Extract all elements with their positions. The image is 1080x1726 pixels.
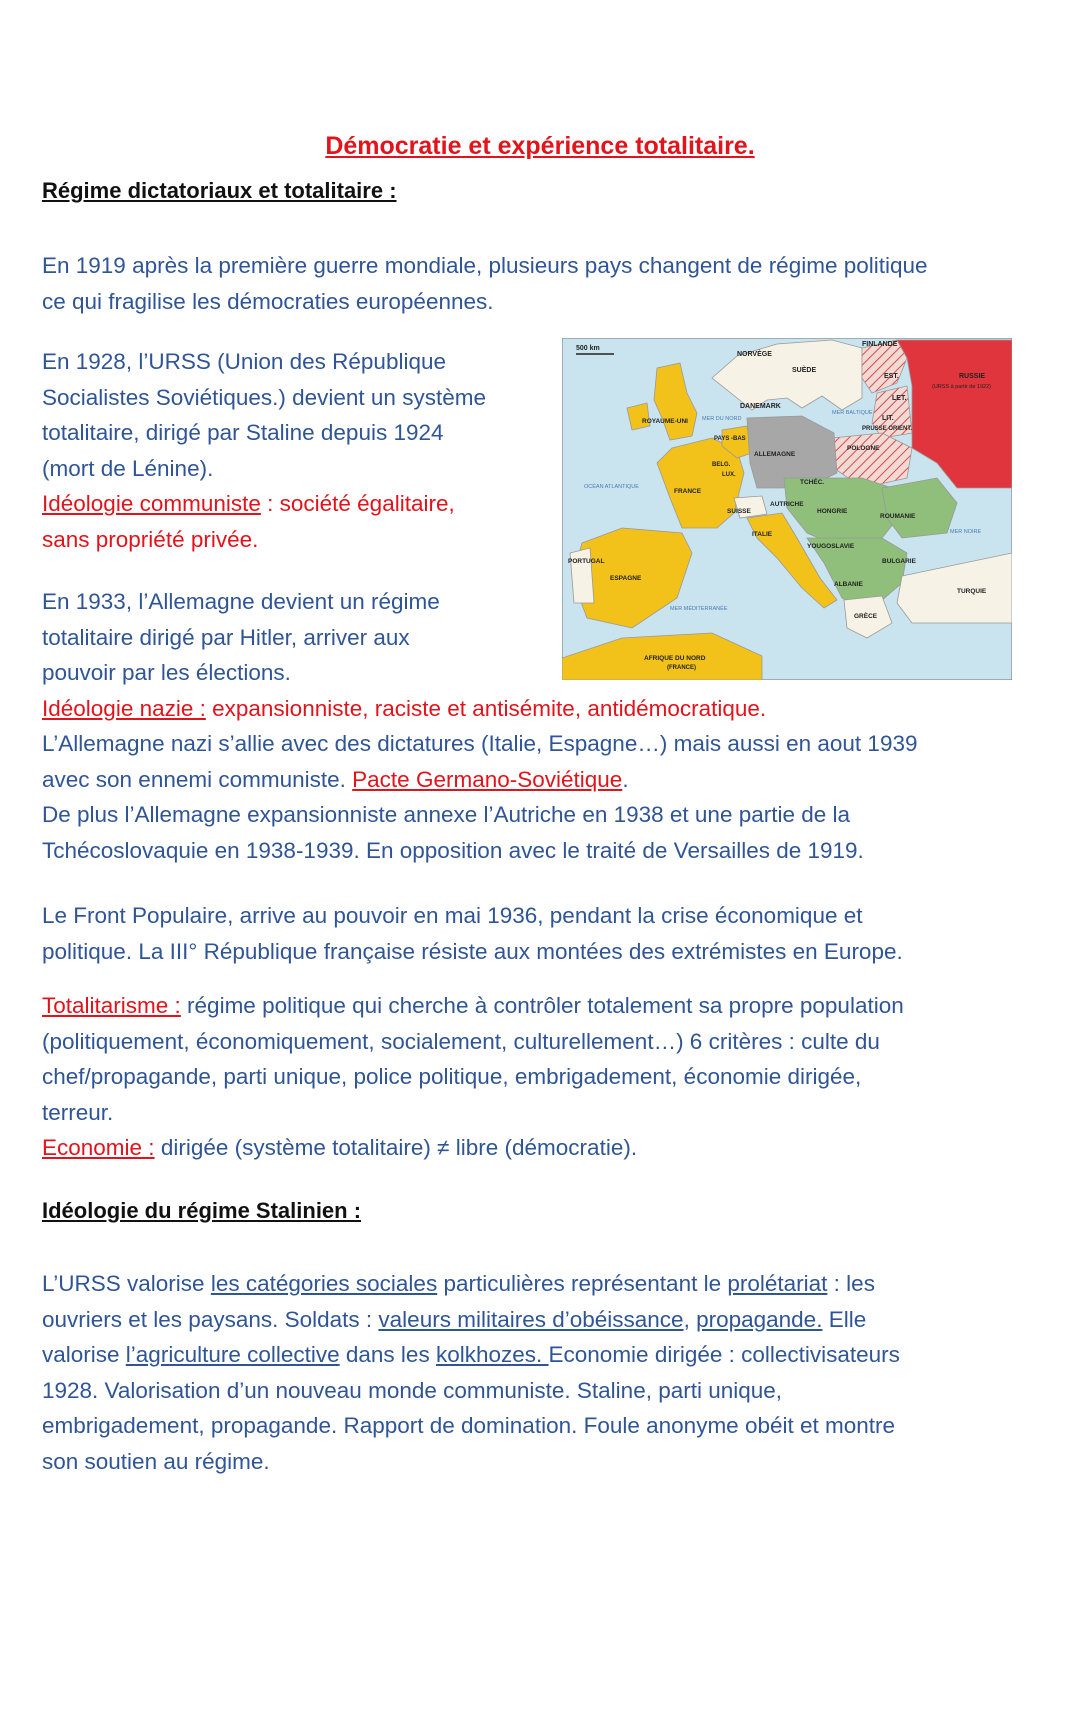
map-label-bulgarie: BULGARIE bbox=[882, 558, 916, 565]
definition-nazism bbox=[42, 691, 1042, 727]
map-label-royaume-uni: ROYAUME-UNI bbox=[642, 418, 688, 425]
paragraph-front-populaire bbox=[42, 898, 1042, 969]
term-ideologie-nazie: Idéologie nazie : bbox=[42, 695, 206, 721]
text-line: De plus l’Allemagne expansionniste annexe l’Autriche en 1938 et une partie de la bbox=[42, 802, 851, 827]
text-line: pouvoir par les élections. bbox=[42, 660, 291, 685]
text-line: ce qui fragilise les démocraties européennes. bbox=[42, 288, 494, 314]
map-label-mer-mediterranee: MER MÉDITERRANÉE bbox=[670, 606, 728, 612]
map-label-lux: LUX. bbox=[722, 472, 736, 478]
text-span: particulières représentant le bbox=[437, 1271, 728, 1296]
text-span: : les bbox=[827, 1271, 875, 1296]
map-label-belg: BELG. bbox=[712, 462, 731, 468]
text-span: avec son ennemi communiste. bbox=[42, 766, 353, 792]
text-line: terreur. bbox=[42, 1099, 114, 1125]
map-label-espagne: ESPAGNE bbox=[610, 575, 642, 582]
text-line: En 1928, l’URSS (Union des République bbox=[42, 349, 446, 374]
map-label-mer-du-nord: MER DU NORD bbox=[702, 416, 742, 422]
text-line: embrigadement, propagande. Rapport de domination. Foule anonyme obéit et montre bbox=[42, 1413, 896, 1438]
underlined-term: valeurs militaires d’obéissance bbox=[378, 1306, 684, 1332]
text-span: régime politique qui cherche à contrôler totalement sa propre population bbox=[180, 993, 904, 1018]
text-line bbox=[42, 1130, 1042, 1166]
text-line: chef/propagande, parti unique, police politique, embrigadement, économie dirigée, bbox=[42, 1064, 862, 1089]
text-span: Economie dirigée : collectivisateurs bbox=[548, 1342, 900, 1367]
paragraph-1919 bbox=[42, 248, 1042, 319]
map-label-pays-bas: PAYS -BAS bbox=[714, 436, 746, 442]
map-scale-label: 500 km bbox=[576, 345, 600, 352]
map-label-finlande: FINLANDE bbox=[862, 341, 898, 348]
text-span: , bbox=[683, 1306, 697, 1332]
map-label-tchec: TCHÉC. bbox=[800, 479, 825, 486]
text-line: (mort de Lénine). bbox=[42, 455, 214, 481]
underlined-term: propagande. bbox=[696, 1306, 823, 1332]
map-label-turquie: TURQUIE bbox=[957, 588, 987, 595]
text-line: son soutien au régime. bbox=[42, 1448, 270, 1474]
definition-communism bbox=[42, 486, 562, 522]
paragraph-stalinien bbox=[42, 1266, 1042, 1479]
text-line: Tchécoslovaquie en 1938-1939. En opposition avec le traité de Versailles de 1919. bbox=[42, 837, 864, 863]
text-line: En 1933, l’Allemagne devient un régime bbox=[42, 589, 440, 614]
map-label-afrique-france: (FRANCE) bbox=[667, 665, 696, 671]
definition-text: expansionniste, raciste et antisémite, antidémocratique. bbox=[205, 695, 767, 721]
map-label-danemark: DANEMARK bbox=[740, 403, 781, 410]
page-title: Démocratie et expérience totalitaire. bbox=[325, 132, 755, 160]
text-span: dans les bbox=[339, 1342, 436, 1367]
text-line: Socialistes Soviétiques.) devient un système bbox=[42, 384, 486, 410]
text-line: En 1919 après la première guerre mondiale, plusieurs pays changent de régime politique bbox=[42, 253, 928, 278]
term-pacte-germano-sovietique: Pacte Germano-Soviétique bbox=[352, 766, 623, 792]
map-label-italie: ITALIE bbox=[752, 531, 773, 538]
text-line bbox=[42, 762, 1042, 798]
underlined-term: kolkhozes. bbox=[435, 1342, 549, 1367]
map-label-russie-note: (URSS à partir de 1922) bbox=[932, 384, 991, 390]
term-ideologie-communiste: Idéologie communiste bbox=[42, 491, 261, 516]
underlined-term: l’agriculture collective bbox=[125, 1342, 340, 1367]
text-span: . bbox=[622, 766, 629, 792]
section-heading-stalinien: Idéologie du régime Stalinien : bbox=[42, 1198, 362, 1223]
text-span: dirigée (système totalitaire) ≠ libre (démocratie). bbox=[154, 1135, 638, 1160]
map-label-mer-baltique: MER BALTIQUE bbox=[832, 410, 873, 416]
underlined-term: les catégories sociales bbox=[210, 1271, 438, 1296]
text-line: (politiquement, économiquement, socialement, culturellement…) 6 critères : culte du bbox=[42, 1028, 880, 1054]
text-line bbox=[42, 988, 1042, 1024]
europe-map bbox=[562, 338, 1012, 680]
paragraph-totalitarisme bbox=[42, 988, 1042, 1166]
text-line bbox=[42, 1337, 1042, 1373]
map-label-grece: GRÈCE bbox=[854, 613, 878, 620]
map-label-ocean: OCÉAN ATLANTIQUE bbox=[584, 484, 639, 490]
map-label-suede: SUÈDE bbox=[792, 367, 817, 374]
term-economie: Economie : bbox=[42, 1135, 155, 1160]
map-label-hongrie: HONGRIE bbox=[817, 508, 848, 515]
text-line: 1928. Valorisation d’un nouveau monde communiste. Staline, parti unique, bbox=[42, 1377, 783, 1403]
text-span: L’URSS valorise bbox=[42, 1271, 211, 1296]
map-label-norvege: NORVÈGE bbox=[737, 351, 772, 358]
text-line bbox=[42, 1266, 1042, 1302]
text-line bbox=[42, 1302, 1042, 1338]
map-label-france: FRANCE bbox=[674, 488, 702, 495]
map-label-russie: RUSSIE bbox=[959, 373, 986, 380]
map-label-pologne: POLOGNE bbox=[847, 445, 880, 452]
map-label-afrique: AFRIQUE DU NORD bbox=[644, 655, 706, 662]
map-label-yougoslavie: YOUGOSLAVIE bbox=[807, 543, 855, 550]
text-line: sans propriété privée. bbox=[42, 526, 259, 552]
paragraph-urss bbox=[42, 344, 562, 557]
map-label-roumanie: ROUMANIE bbox=[880, 513, 916, 520]
map-region-portugal bbox=[570, 548, 594, 603]
text-line: totalitaire, dirigé par Staline depuis 1924 bbox=[42, 420, 444, 445]
map-label-autriche: AUTRICHE bbox=[770, 501, 804, 508]
map-label-let: LET. bbox=[892, 395, 907, 402]
text-span: valorise bbox=[42, 1342, 126, 1367]
map-label-lit: LIT. bbox=[882, 415, 894, 422]
map-label-allemagne: ALLEMAGNE bbox=[754, 451, 796, 458]
text-line: totalitaire dirigé par Hitler, arriver aux bbox=[42, 624, 410, 650]
text-span: Elle bbox=[822, 1306, 867, 1332]
text-line: Le Front Populaire, arrive au pouvoir en mai 1936, pendant la crise économique et bbox=[42, 903, 863, 928]
map-label-portugal: PORTUGAL bbox=[568, 558, 605, 565]
text-line: politique. La III° République française résiste aux montées des extrémistes en Europe. bbox=[42, 938, 903, 964]
map-label-prusse: PRUSSE ORIENT. bbox=[862, 426, 913, 432]
map-label-albanie: ALBANIE bbox=[834, 581, 863, 588]
text-span: ouvriers et les paysans. Soldats : bbox=[42, 1306, 379, 1332]
underlined-term: prolétariat bbox=[727, 1271, 828, 1296]
definition-text: : société égalitaire, bbox=[260, 491, 455, 516]
text-line: L’Allemagne nazi s’allie avec des dictatures (Italie, Espagne…) mais aussi en aout 1939 bbox=[42, 731, 918, 756]
section-heading-regimes: Régime dictatoriaux et totalitaire : bbox=[42, 178, 397, 203]
term-totalitarisme: Totalitarisme : bbox=[42, 993, 181, 1018]
map-label-est: EST. bbox=[884, 373, 899, 380]
map-label-mer-noire: MER NOIRE bbox=[950, 529, 982, 535]
map-label-suisse: SUISSE bbox=[727, 508, 751, 515]
